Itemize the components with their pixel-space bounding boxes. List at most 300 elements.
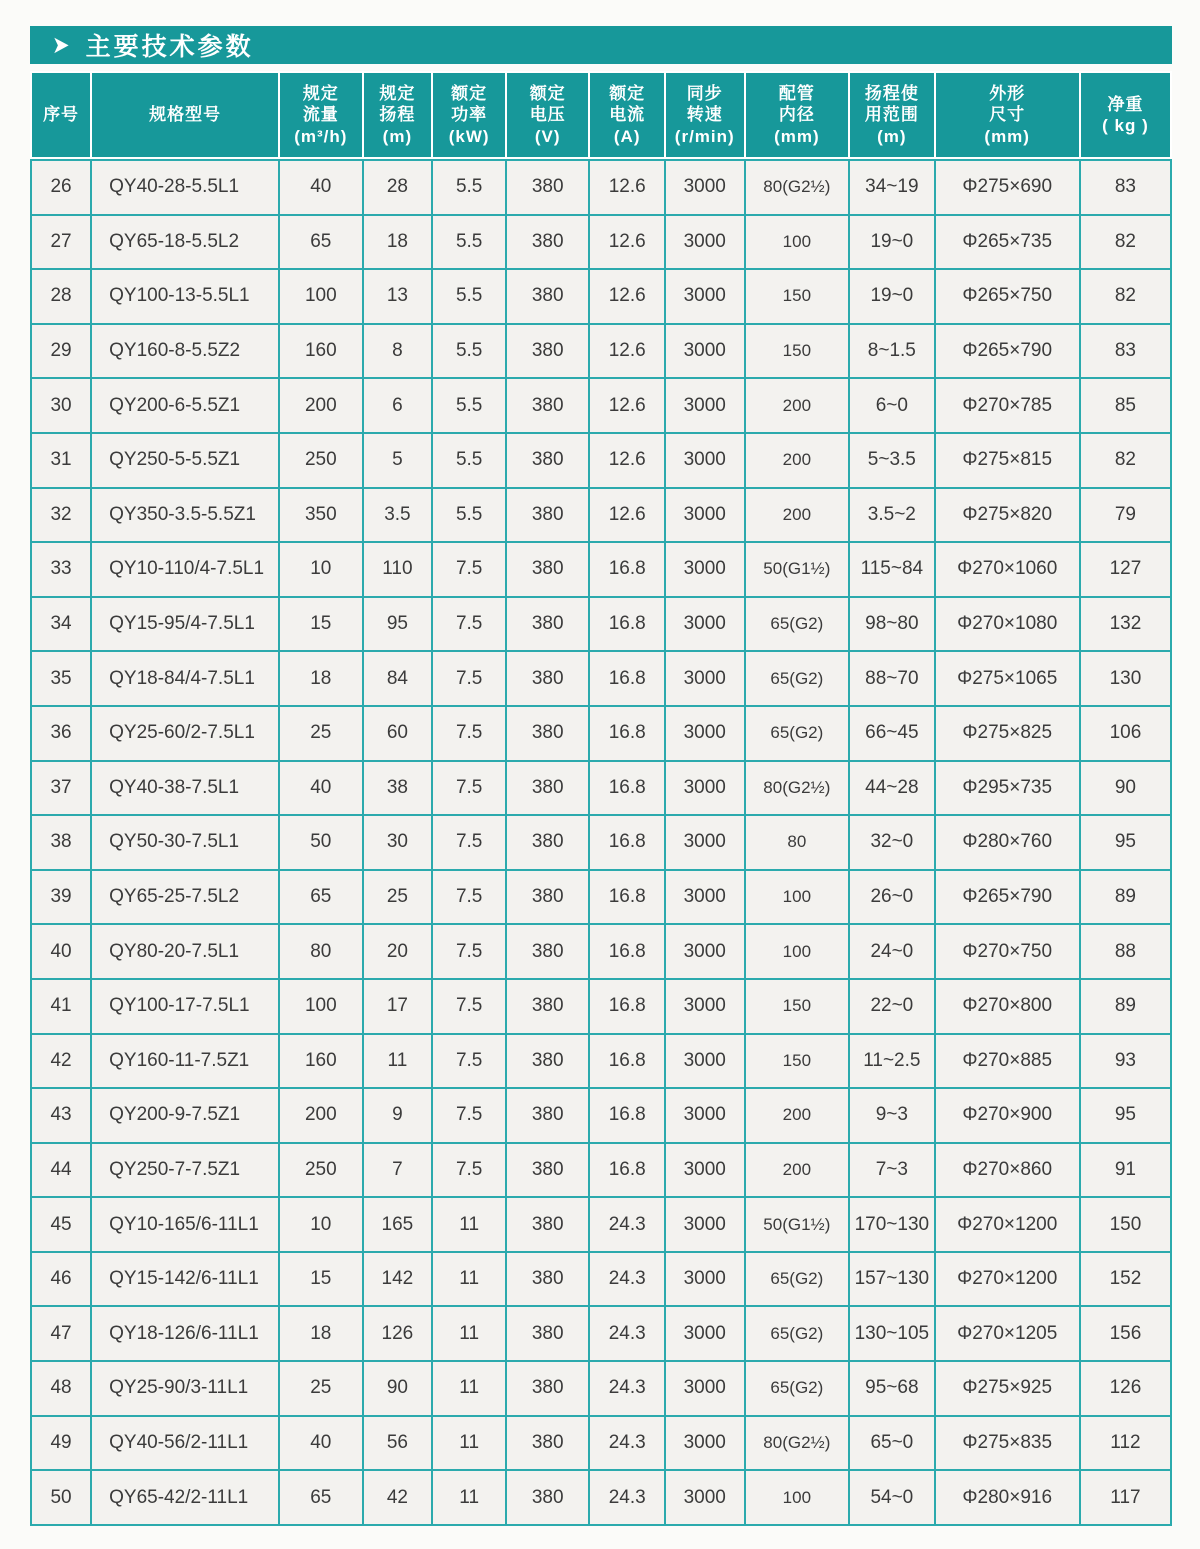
table-cell: 7.5 [433,871,505,924]
table-cell: 3000 [666,216,744,269]
table-cell: 117 [1081,1471,1170,1524]
table-cell: 3000 [666,379,744,432]
table-cell: 100 [280,980,361,1033]
table-cell: 65 [280,216,361,269]
table-cell: 3000 [666,1362,744,1415]
table-cell: 156 [1081,1307,1170,1360]
table-cell: 380 [507,216,588,269]
table-cell: 31 [32,434,90,487]
table-cell: 40 [32,925,90,978]
table-cell: 3000 [666,270,744,323]
table-cell: Φ275×825 [936,707,1079,760]
table-cell: 100 [746,1471,849,1524]
table-cell: Φ270×1200 [936,1253,1079,1306]
table-cell: 5.5 [433,489,505,542]
table-cell: 12.6 [590,489,664,542]
table-cell: 28 [364,161,432,214]
table-cell: 12.6 [590,434,664,487]
table-cell: 80(G2½) [746,1417,849,1470]
table-cell: 5.5 [433,325,505,378]
table-cell: 17 [364,980,432,1033]
table-cell: 115~84 [850,543,933,596]
table-cell: 95 [1081,1089,1170,1142]
table-cell: 95 [1081,816,1170,869]
table-cell: 3000 [666,543,744,596]
table-cell: 88~70 [850,652,933,705]
table-cell: 3000 [666,1089,744,1142]
column-header: 额定 电压 (V) [507,73,588,157]
table-cell: 25 [280,707,361,760]
table-cell: Φ270×1205 [936,1307,1079,1360]
table-cell: 65 [280,871,361,924]
table-cell: 46 [32,1253,90,1306]
table-cell: 16.8 [590,871,664,924]
table-cell: 7~3 [850,1144,933,1197]
table-cell: 380 [507,379,588,432]
table-cell: QY250-7-7.5Z1 [92,1144,278,1197]
table-cell: 380 [507,1417,588,1470]
table-cell: QY25-60/2-7.5L1 [92,707,278,760]
table-cell: 380 [507,161,588,214]
table-cell: 16.8 [590,925,664,978]
table-cell: 5.5 [433,161,505,214]
spec-table-body [30,159,1172,1526]
table-cell: 100 [746,871,849,924]
table-cell: 380 [507,1089,588,1142]
table-cell: 12.6 [590,270,664,323]
table-cell: 9~3 [850,1089,933,1142]
table-cell: QY100-17-7.5L1 [92,980,278,1033]
table-cell: 65 [280,1471,361,1524]
table-cell: 3000 [666,1253,744,1306]
table-cell: 28 [32,270,90,323]
table-cell: 79 [1081,489,1170,542]
table-cell: QY100-13-5.5L1 [92,270,278,323]
column-header: 扬程使 用范围 (m) [850,73,933,157]
table-cell: 150 [746,270,849,323]
table-cell: 7.5 [433,925,505,978]
table-cell: 89 [1081,980,1170,1033]
table-cell: 3000 [666,1035,744,1088]
table-cell: 27 [32,216,90,269]
table-cell: 200 [746,1144,849,1197]
table-cell: 95 [364,598,432,651]
table-cell: 150 [746,1035,849,1088]
table-cell: 88 [1081,925,1170,978]
table-cell: Φ275×835 [936,1417,1079,1470]
table-cell: 13 [364,270,432,323]
table-cell: 150 [746,325,849,378]
table-cell: QY250-5-5.5Z1 [92,434,278,487]
table-cell: 152 [1081,1253,1170,1306]
table-cell: QY15-95/4-7.5L1 [92,598,278,651]
arrow-icon: ➤ [52,31,70,59]
table-cell: 7.5 [433,980,505,1033]
table-cell: 82 [1081,434,1170,487]
table-cell: 22~0 [850,980,933,1033]
table-cell: 3000 [666,1307,744,1360]
table-cell: 26~0 [850,871,933,924]
table-cell: Φ275×820 [936,489,1079,542]
table-cell: 380 [507,816,588,869]
table-cell: 126 [364,1307,432,1360]
table-cell: 380 [507,434,588,487]
table-cell: 12.6 [590,216,664,269]
table-cell: 24.3 [590,1307,664,1360]
table-cell: 50(G1½) [746,543,849,596]
table-cell: 10 [280,1198,361,1251]
table-cell: 380 [507,325,588,378]
table-cell: 11 [433,1198,505,1251]
table-cell: 65(G2) [746,652,849,705]
table-cell: 16.8 [590,598,664,651]
table-cell: QY350-3.5-5.5Z1 [92,489,278,542]
table-cell: QY40-56/2-11L1 [92,1417,278,1470]
table-cell: 5 [364,434,432,487]
table-cell: 6~0 [850,379,933,432]
table-cell: 7.5 [433,816,505,869]
table-cell: 32~0 [850,816,933,869]
column-header: 额定 功率 (kW) [433,73,505,157]
table-cell: 39 [32,871,90,924]
table-cell: 3000 [666,707,744,760]
table-cell: 65~0 [850,1417,933,1470]
table-cell: Φ265×750 [936,270,1079,323]
table-cell: 100 [280,270,361,323]
table-cell: 7.5 [433,1144,505,1197]
table-cell: 3.5 [364,489,432,542]
table-cell: 11 [433,1362,505,1415]
table-cell: 200 [280,379,361,432]
table-cell: 380 [507,1198,588,1251]
table-cell: 16.8 [590,707,664,760]
table-cell: 95~68 [850,1362,933,1415]
table-cell: 3000 [666,161,744,214]
table-cell: 66~45 [850,707,933,760]
table-cell: 83 [1081,325,1170,378]
table-cell: Φ270×900 [936,1089,1079,1142]
table-cell: 82 [1081,270,1170,323]
table-cell: 24.3 [590,1471,664,1524]
table-cell: 7.5 [433,652,505,705]
table-cell: 50(G1½) [746,1198,849,1251]
table-cell: 200 [746,489,849,542]
table-cell: 130~105 [850,1307,933,1360]
table-cell: 3000 [666,434,744,487]
table-cell: 80 [746,816,849,869]
table-cell: 56 [364,1417,432,1470]
table-cell: QY10-110/4-7.5L1 [92,543,278,596]
table-cell: 3000 [666,1144,744,1197]
table-cell: 35 [32,652,90,705]
table-cell: 380 [507,598,588,651]
table-cell: 12.6 [590,325,664,378]
table-cell: 7.5 [433,1089,505,1142]
table-cell: 65(G2) [746,707,849,760]
table-cell: Φ270×785 [936,379,1079,432]
table-cell: 18 [280,1307,361,1360]
table-cell: 40 [280,161,361,214]
table-cell: 54~0 [850,1471,933,1524]
table-cell: 3000 [666,980,744,1033]
table-cell: 126 [1081,1362,1170,1415]
table-cell: 89 [1081,871,1170,924]
table-cell: 91 [1081,1144,1170,1197]
table-cell: 170~130 [850,1198,933,1251]
table-cell: 100 [746,925,849,978]
table-cell: 90 [364,1362,432,1415]
table-cell: 60 [364,707,432,760]
table-cell: 24~0 [850,925,933,978]
table-cell: 150 [746,980,849,1033]
table-cell: 85 [1081,379,1170,432]
table-cell: 37 [32,762,90,815]
table-cell: 200 [280,1089,361,1142]
table-cell: 3000 [666,816,744,869]
table-cell: 380 [507,270,588,323]
table-cell: 30 [32,379,90,432]
table-cell: 5.5 [433,434,505,487]
table-cell: 24.3 [590,1417,664,1470]
table-cell: 380 [507,1144,588,1197]
table-cell: QY40-28-5.5L1 [92,161,278,214]
table-cell: Φ270×1200 [936,1198,1079,1251]
table-cell: 160 [280,325,361,378]
table-cell: QY65-25-7.5L2 [92,871,278,924]
table-cell: 380 [507,1035,588,1088]
table-cell: 132 [1081,598,1170,651]
table-cell: 3000 [666,598,744,651]
table-cell: QY10-165/6-11L1 [92,1198,278,1251]
table-cell: 83 [1081,161,1170,214]
table-cell: 380 [507,707,588,760]
table-cell: 49 [32,1417,90,1470]
table-cell: 16.8 [590,980,664,1033]
table-cell: 3000 [666,925,744,978]
table-cell: 47 [32,1307,90,1360]
table-cell: 165 [364,1198,432,1251]
column-header: 外形 尺寸 (mm) [936,73,1079,157]
table-cell: 18 [364,216,432,269]
table-cell: 380 [507,652,588,705]
section-title: 主要技术参数 [85,33,254,61]
table-cell: Φ275×1065 [936,652,1079,705]
table-cell: Φ275×690 [936,161,1079,214]
section-title-bar [30,26,1172,64]
table-cell: 6 [364,379,432,432]
table-cell: 36 [32,707,90,760]
table-cell: 380 [507,762,588,815]
table-cell: 80(G2½) [746,762,849,815]
table-cell: 112 [1081,1417,1170,1470]
table-cell: 380 [507,1471,588,1524]
column-header: 同步 转速 (r/min) [666,73,744,157]
table-cell: 34~19 [850,161,933,214]
table-cell: 45 [32,1198,90,1251]
table-cell: 3000 [666,652,744,705]
table-cell: 40 [280,762,361,815]
table-cell: 19~0 [850,216,933,269]
column-header: 净重 ( kg ) [1081,73,1170,157]
table-cell: 48 [32,1362,90,1415]
table-cell: QY25-90/3-11L1 [92,1362,278,1415]
table-cell: Φ270×1080 [936,598,1079,651]
table-cell: QY200-6-5.5Z1 [92,379,278,432]
table-cell: 90 [1081,762,1170,815]
table-cell: 11 [433,1417,505,1470]
table-cell: 16.8 [590,762,664,815]
table-cell: 8 [364,325,432,378]
table-cell: 110 [364,543,432,596]
table-cell: 10 [280,543,361,596]
table-cell: 5.5 [433,379,505,432]
table-cell: 380 [507,543,588,596]
table-cell: QY18-126/6-11L1 [92,1307,278,1360]
table-cell: 16.8 [590,652,664,705]
table-cell: 24.3 [590,1198,664,1251]
table-cell: 84 [364,652,432,705]
table-cell: Φ265×735 [936,216,1079,269]
table-cell: 7.5 [433,543,505,596]
table-cell: 200 [746,434,849,487]
table-cell: 380 [507,1253,588,1306]
table-cell: 350 [280,489,361,542]
table-cell: 160 [280,1035,361,1088]
table-cell: 93 [1081,1035,1170,1088]
table-cell: 5.5 [433,270,505,323]
column-header: 规定 流量 (m³/h) [280,73,361,157]
table-cell: 11 [433,1471,505,1524]
table-cell: 106 [1081,707,1170,760]
table-cell: 3000 [666,1471,744,1524]
table-cell: 20 [364,925,432,978]
table-cell: QY160-8-5.5Z2 [92,325,278,378]
table-cell: 16.8 [590,1035,664,1088]
column-header: 额定 电流 (A) [590,73,664,157]
table-cell: 44~28 [850,762,933,815]
table-cell: 5~3.5 [850,434,933,487]
table-cell: QY65-42/2-11L1 [92,1471,278,1524]
table-cell: QY65-18-5.5L2 [92,216,278,269]
table-cell: 25 [280,1362,361,1415]
table-cell: 3000 [666,489,744,542]
table-cell: Φ265×790 [936,325,1079,378]
table-cell: 8~1.5 [850,325,933,378]
table-cell: QY40-38-7.5L1 [92,762,278,815]
table-cell: 15 [280,598,361,651]
table-cell: Φ275×815 [936,434,1079,487]
table-cell: Φ280×760 [936,816,1079,869]
table-cell: 380 [507,1307,588,1360]
table-cell: 18 [280,652,361,705]
table-cell: Φ295×735 [936,762,1079,815]
table-cell: 98~80 [850,598,933,651]
table-cell: 11 [433,1253,505,1306]
table-cell: 80(G2½) [746,161,849,214]
table-cell: QY160-11-7.5Z1 [92,1035,278,1088]
table-cell: 130 [1081,652,1170,705]
table-cell: 250 [280,1144,361,1197]
table-cell: 16.8 [590,1144,664,1197]
table-cell: Φ270×860 [936,1144,1079,1197]
table-cell: 7 [364,1144,432,1197]
table-cell: 100 [746,216,849,269]
table-cell: QY15-142/6-11L1 [92,1253,278,1306]
table-cell: 50 [280,816,361,869]
table-cell: 40 [280,1417,361,1470]
table-cell: 65(G2) [746,1307,849,1360]
table-cell: 12.6 [590,379,664,432]
table-cell: 142 [364,1253,432,1306]
table-cell: Φ280×916 [936,1471,1079,1524]
table-cell: 200 [746,379,849,432]
table-cell: Φ270×750 [936,925,1079,978]
table-cell: 30 [364,816,432,869]
table-cell: 380 [507,489,588,542]
table-cell: 65(G2) [746,1253,849,1306]
column-header: 配管 内径 (mm) [746,73,849,157]
table-cell: 9 [364,1089,432,1142]
table-cell: 11 [364,1035,432,1088]
table-cell: 65(G2) [746,598,849,651]
table-cell: 5.5 [433,216,505,269]
table-cell: 200 [746,1089,849,1142]
table-cell: 80 [280,925,361,978]
table-cell: 7.5 [433,1035,505,1088]
table-cell: 3000 [666,1417,744,1470]
table-cell: 7.5 [433,762,505,815]
table-cell: 380 [507,980,588,1033]
table-cell: 127 [1081,543,1170,596]
table-cell: 380 [507,1362,588,1415]
table-cell: 11~2.5 [850,1035,933,1088]
table-cell: Φ270×1060 [936,543,1079,596]
table-cell: 3000 [666,762,744,815]
table-cell: 3000 [666,325,744,378]
table-cell: 150 [1081,1198,1170,1251]
table-cell: 19~0 [850,270,933,323]
table-cell: 29 [32,325,90,378]
table-cell: 41 [32,980,90,1033]
table-cell: 24.3 [590,1253,664,1306]
table-cell: 38 [32,816,90,869]
table-cell: 380 [507,925,588,978]
table-cell: 38 [364,762,432,815]
table-cell: 157~130 [850,1253,933,1306]
table-cell: Φ265×790 [936,871,1079,924]
table-cell: 16.8 [590,543,664,596]
table-cell: 26 [32,161,90,214]
table-cell: 3.5~2 [850,489,933,542]
table-cell: 25 [364,871,432,924]
table-cell: Φ270×885 [936,1035,1079,1088]
column-header: 规定 扬程 (m) [364,73,432,157]
table-cell: 43 [32,1089,90,1142]
table-cell: QY18-84/4-7.5L1 [92,652,278,705]
table-header-row [30,71,1172,159]
table-cell: 15 [280,1253,361,1306]
table-cell: 11 [433,1307,505,1360]
table-cell: 33 [32,543,90,596]
table-cell: 32 [32,489,90,542]
table-cell: 24.3 [590,1362,664,1415]
table-cell: QY80-20-7.5L1 [92,925,278,978]
table-cell: Φ275×925 [936,1362,1079,1415]
column-header: 规格型号 [92,73,278,157]
table-cell: 12.6 [590,161,664,214]
table-cell: 34 [32,598,90,651]
table-cell: 16.8 [590,816,664,869]
